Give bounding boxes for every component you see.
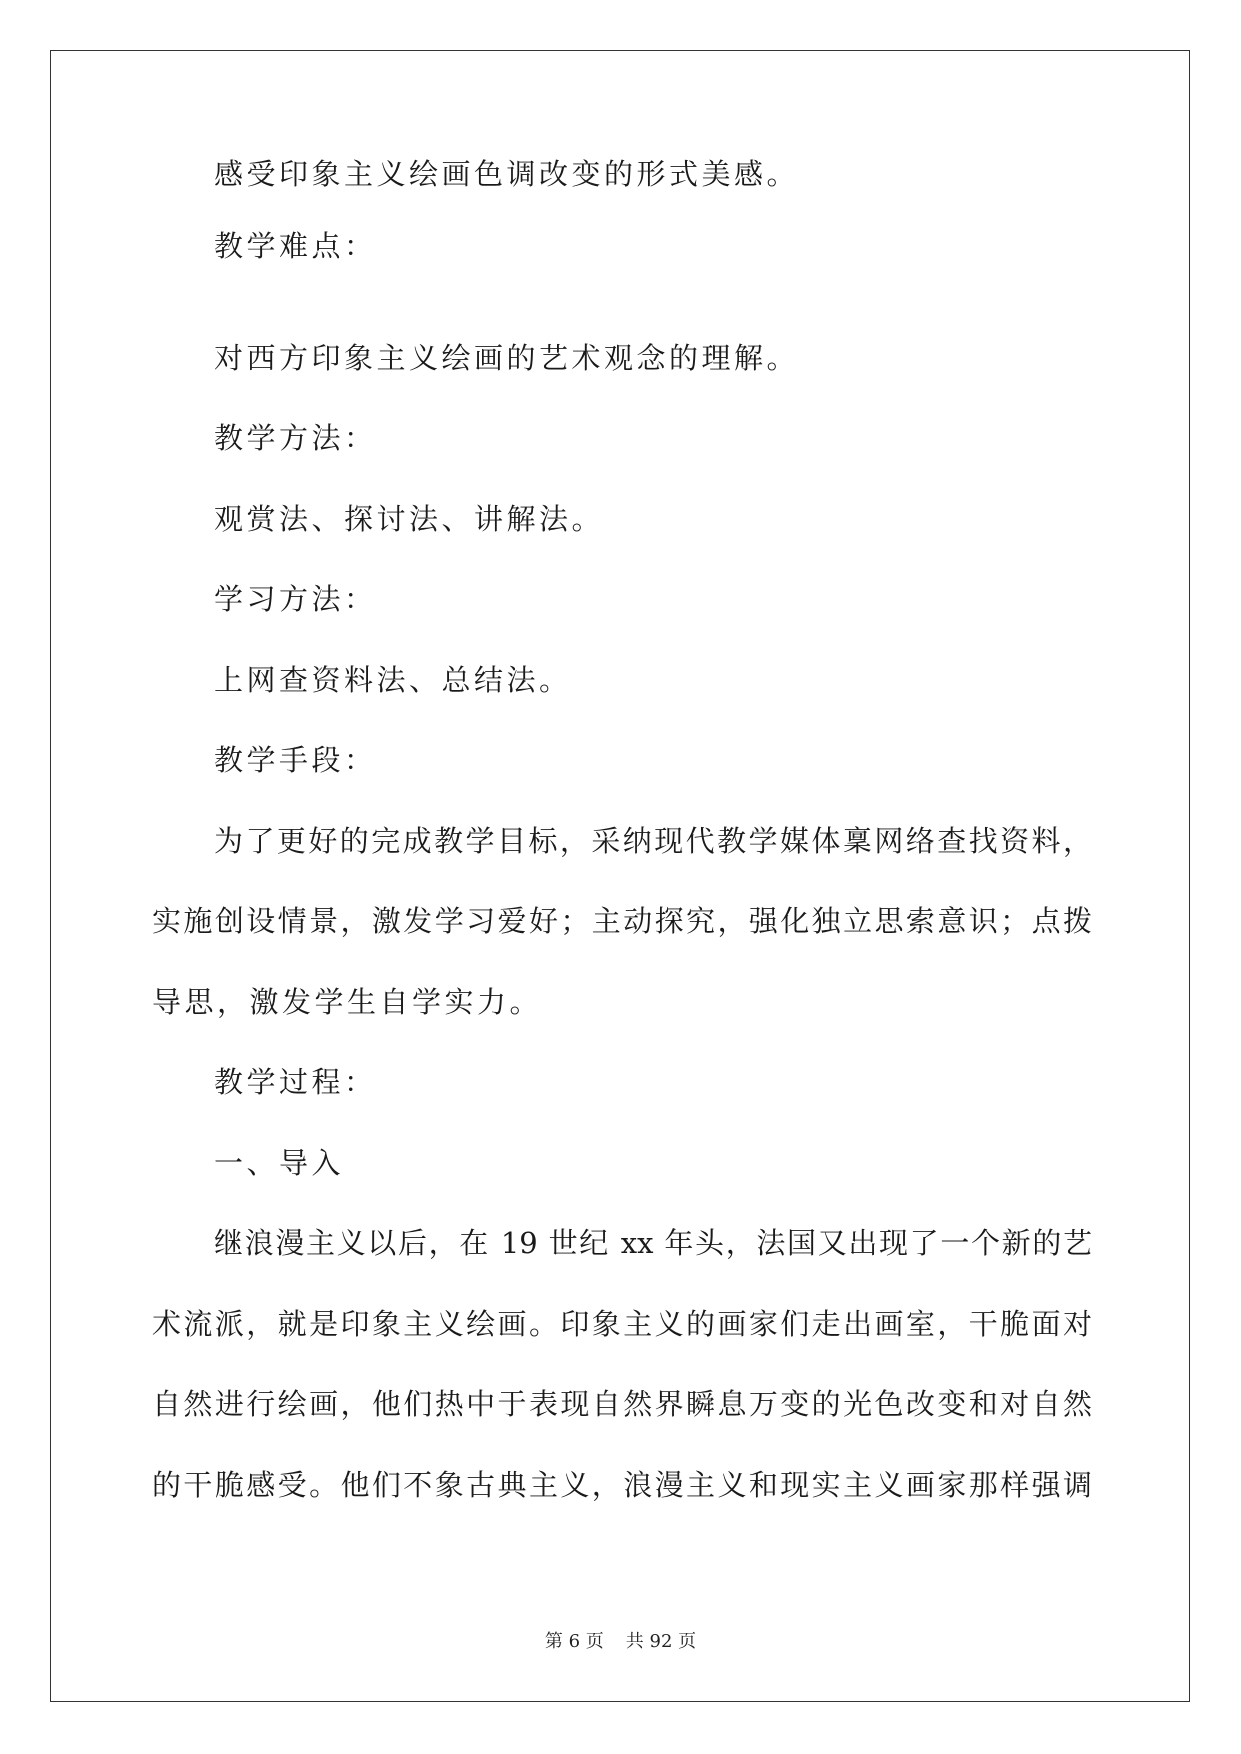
paragraph-line: 对西方印象主义绘画的艺术观念的理解。 <box>214 341 800 375</box>
section-heading: 一、导入 <box>214 1146 345 1180</box>
section-heading: 学习方法： <box>214 582 377 616</box>
paragraph-line: 为了更好的完成教学目标，采纳现代教学媒体稟网络查找资料， <box>214 824 1092 858</box>
paragraph-line: 术流派，就是印象主义绘画。印象主义的画家们走出画室，干脆面对 <box>152 1307 1092 1341</box>
section-heading: 教学手段： <box>214 743 377 777</box>
paragraph-line: 感受印象主义绘画色调改变的形式美感。 <box>214 157 800 191</box>
section-heading: 教学难点： <box>214 229 377 263</box>
page-total: 共 92 页 <box>625 1631 697 1652</box>
paragraph-line: 继浪漫主义以后，在 19 世纪 xx 年头，法国又出现了一个新的艺 <box>214 1226 1092 1260</box>
paragraph-line: 自然进行绘画，他们热中于表现自然界瞬息万变的光色改变和对自然 <box>152 1387 1092 1421</box>
page-footer <box>0 1630 1241 1654</box>
paragraph-line: 的干脆感受。他们不象古典主义，浪漫主义和现实主义画家那样强调 <box>152 1468 1092 1502</box>
paragraph-line: 导思，激发学生自学实力。 <box>152 985 543 1019</box>
page-number: 第 6 页 <box>544 1631 604 1652</box>
paragraph-line: 实施创设情景，激发学习爱好；主动探究，强化独立思索意识；点拨 <box>152 904 1092 938</box>
page-border <box>50 50 1190 1702</box>
section-heading: 教学过程： <box>214 1065 377 1099</box>
paragraph-line: 上网查资料法、总结法。 <box>214 663 572 697</box>
paragraph-line: 观赏法、探讨法、讲解法。 <box>214 502 605 536</box>
section-heading: 教学方法： <box>214 421 377 455</box>
